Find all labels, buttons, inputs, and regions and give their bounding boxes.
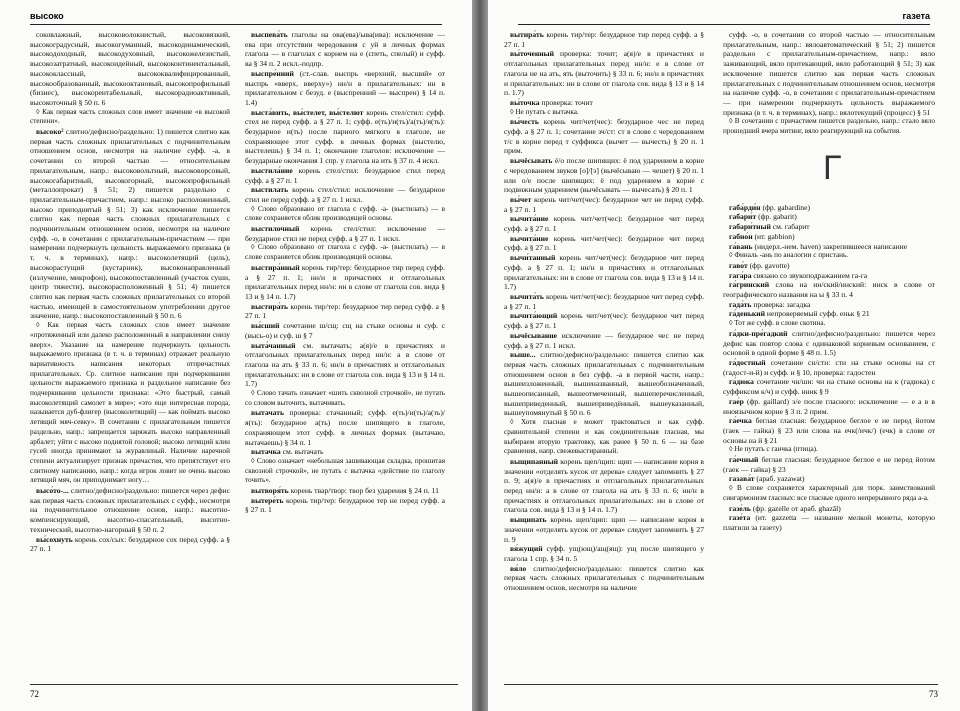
dictionary-entry [245,224,445,243]
entry-headword: выше... [510,350,536,360]
dictionary-entry [504,311,704,330]
dictionary-entry [504,564,704,593]
dictionary-entry [723,212,935,222]
dictionary-entry [245,205,445,224]
entry-text: слитно/дефисно/раздельно: пишется через дефис как повтор слова с одинаковой корневым основанием, с основой в одной форме § 48 п. 1.5) [723,328,935,358]
dictionary-entry [245,447,445,457]
dictionary-entry [504,253,704,292]
dictionary-entry [30,321,230,486]
entry-text: беглая гласная: безударное беглое е не перед йотом (гаек — гайка) § 23 или слова на ечк(/ичк/) (ечк) в слове от основы на й § 21 [723,416,935,445]
dictionary-entry [245,457,445,486]
entry-text: корень чит/чет(чес): безударное чит перед суфф. а § 27 п. 1; нн/н в причастиях и отглагольных прилагательных: нн в слове от глагола сов. вида § 13 и § 14 п. 1.7) [504,253,704,292]
dictionary-entry [504,98,704,108]
dictionary-entry [723,358,935,377]
entry-text: слитно/дефисно/раздельно: пишется через дефис как первая часть сложных прилагательных с суфф., несмотря на подчинительное отношение основ, напр.: высотно-компенсирующий, высотно-спасательный, высотно-технический, высотно-нагорный § 50 п. 2 [30,486,230,534]
entry-text: (фр. gavotte) [747,260,790,270]
entry-headword: вя́жущий [510,544,543,554]
entry-text: слова на ин/ский/инский: инск в слове от географического названия на ы § 33 п. 4 [723,280,935,300]
entry-text: корень стел/стил: исключение — безударное стил не перед суфф. а § 27 п. 1 искл. [245,224,445,243]
entry-text: корень чит/чет(чес): безударное чит перед суфф. а § 27 п. 1 [504,291,704,311]
entry-text: беглая гласная: безударное беглое е не перед йотом (гаек — гайка) § 23 [723,455,935,474]
entry-text: (ст.-слав. выспрь «верхний, высший» от выспрь «вверх, вверху») нн/н в прилагательных: нн в прилагательном с безуд. е (выспренний — выспрен) § 14 п. 1.4) [245,68,445,107]
entry-text: корень тир/тер: безударное тир перед суфф. а § 27 п. 1 [245,301,445,321]
entry-text: проверка: загадка [751,299,811,309]
left-column-2 [245,30,445,670]
entry-headword: выщипать [510,515,547,525]
entry-headword: выстилать [251,185,289,195]
dictionary-entry [245,496,445,515]
dictionary-entry [30,535,230,554]
entry-text: слитно/дефисно/раздельно: 1) пишется слитно как первая часть сложных прилагательных с подчинительным отношением основ, несмотря на наличие суфф. -а, в сочетании со второй частью — относительным прилагательным, напр.: высоковольтный, высоковорсовый, высокогабаритный, высокогорный, высокопрофильный (металлопрокат) § 51; 2) пишется раздельно с прилагательным-причастием, напр.: высоко расположенный, высоко приподнятый § 51; 3) как исключение пишется слитно как первая часть сложных прилагательных с подчинительным отношением основ, несмотря на наличие суфф. -о, в сочетании с прилагательным-причастием — при намерении подчеркнуть цельность выражаемого признака (в т. ч. в терминах), напр.: высоколетящий (цель), высокорастущий (кустарник), высоконаправленный (излучение, микрофон), высокопоставленный (участок суши, центр тяжести), высокорасположенный § 51; 4) пишется слитно как первая часть сложных прилагательных со второй частью, имеющей в самостоятельном употреблении другое значение, напр.: высокопоставленный § 50 п. 6 [30,127,230,321]
entry-headword: габари́тный [729,222,771,232]
entry-headword: гага́ра [729,270,752,280]
entry-headword: выспре́нний [251,68,294,78]
dictionary-entry [723,30,935,117]
entry-headword: вя́ло [510,563,527,573]
dictionary-entry [245,185,445,204]
dictionary-entry [245,69,445,108]
dictionary-entry [245,108,445,166]
entry-headword: гада́ть [729,299,752,309]
entry-text: суфф. ущ(ющ)/ащ(ящ): ущ после шипящего у глагола 1 спр. § 34 п. 5 [504,544,704,563]
dictionary-entry [504,195,704,214]
right-running-header [518,8,930,25]
dictionary-entry [504,214,704,233]
dictionary-entry [723,504,935,514]
entry-text: корень чит/чет(чес): безударное чит перед суфф. а § 27 п. 1 [504,214,704,234]
dictionary-entry [30,127,230,321]
entry-headword: вычита́ть [510,291,544,301]
entry-text: ◊ Финаль -ань по аналогии с пристань. [729,251,849,260]
entry-text: корень тир/тер: безударное тер не перед суфф. а § 27 п. 1 [245,495,445,515]
entry-text: (фр. gaillard) э/е после гласного: исключение — е а в в иноязычном корне § 3 п. 2 прим. [723,396,935,416]
entry-text: корень тир/тер: безударное тир перед суфф. а § 27 п. 1; нн/н в причастиях и отглагольных прилагательных перед нн/н: нн в слове от глагола сов. вида § 13 и § 14 п. 1.7) [245,262,445,301]
entry-text: ◊ Тот же суфф. в слове скотина. [729,319,826,328]
entry-text: корень стел/стил: суфф. стел не перед суфф. а § 27 п. 1; суфф. е(ть)/и(ть)/а(ть)/я(ть): безударное и(ть) после парного мягкого в глаголе, не сохраняющее этот суфф. в личных формах (выстелю, выстелешь) § 34 п. 1; окончание глаголов: исключение — безударные окончания 1 спр. у глагола на ить § 37 п. 4 искл. [245,107,445,166]
dictionary-entry [723,280,935,299]
dictionary-entry [245,486,445,496]
entry-headword: га́достный [729,357,766,367]
left-column-1 [30,30,230,670]
entry-text: корень стел/стил: исключение — безударное стил не перед суфф. а § 27 п. 1 искл. [245,185,445,204]
right-footer-rule [504,684,938,685]
entry-headword: вычита́ние [510,233,549,243]
entry-text: (фр. gazelle от араб. ghazāl) [750,503,841,513]
entry-text: непроверяемый суфф. еньк § 21 [764,309,870,319]
dictionary-entry [723,261,935,271]
entry-text: см. габарит [770,222,810,232]
dictionary-entry [30,486,230,535]
entry-headword: газе́ль [729,503,751,513]
entry-text: исключение — безударное чес не перед суфф. а § 27 п. 1 искл. [504,330,704,350]
right-column-1 [504,30,704,670]
dictionary-entry [723,117,935,136]
entry-text: ◊ Слово означает «небольшая зашивающая складка, прошитая сквозной строчкой», не путать с вытачка «действие по глаголу точить». [245,456,445,485]
dictionary-entry [723,484,935,503]
entry-headword: вычита́ние [510,214,549,224]
left-page [0,0,472,711]
entry-headword: выта́чанный [251,340,296,350]
entry-headword: вытачка [251,447,281,457]
entry-text: ◊ Как первая часть сложных слов имеет значение «протяженный или далеко расположенный в направлении снизу вверх». Указание на намерение подчеркнуть цельность выражаемого признака (в т. ч. в терминах) отражает реальную вариативность написания некоторых отпричастных прилагательных. Ср. слитное написание при подчеркивании цельности выражаемого признака и раздельное написание без подчеркивания цельности признака: «Это быстрый, самый высоколетящий самолет в мире»; «это еще интересная порода, называется дуб-флигер (высоколетящий) — как поймать высоко летящий мяч-севку». В сочетании с прилагательным пишется раздельно, напр.: запрещается заряжать высоко направленный арбалет; уйти с высоко поднятой головой; высоко летящий клин гусей иногда принимают за журавлиный. Наличие наречной степени актуализирует признак причастия, что препятствует его слитному написанию, напр.: когда игрок ловит не очень высоко летящий мяч, он приподнимает ногу… [30,321,230,485]
dictionary-entry [245,263,445,302]
dictionary-entry [245,341,445,390]
entry-text: ◊ Как первая часть сложных слов имеет значение «в высокой степени». [30,107,230,126]
entry-text: (нидерл.-нем. haven) закрепившееся написание [752,241,908,251]
entry-text: (ит. gazzetta — название мелкой монеты, которую платили за газету) [723,513,935,532]
entry-text: корень щеп/щип: щип — написание корня в значении «отделять кусок от дерева» следует запомнить § 27 п. 9; а(я)/е в причастиях и отглагольных прилагательных перед нн/н: а в слове от глагола на ать § 33 п. 6; нн/н в причастиях и отглагольных прилагательных: нн в слове от глагола сов. вида § 13 и § 14 п. 1.7) [504,456,704,515]
entry-text: ◊ Хотя гласная е может трактоваться и как суфф. сравнительной степени и как соединительная гласная, мы выбираем вторую трактовку, как ранее § 50 п. 6 — на базе сравнения, напр. свежевыстиранный. [504,418,704,456]
dictionary-entry [723,242,935,252]
entry-text: (фр. gabardine) [760,202,810,212]
dictionary-entry [723,455,935,474]
entry-headword: выспева́ть [251,30,288,39]
entry-headword: газава́т [729,474,755,484]
section-letter: Г [823,148,842,187]
entry-text: см. вытачать; а(я)/е в причастиях и отглагольных прилагательных перед нн/н: а в слове от глагола на ать § 33 п. 6; нн/н в причастиях и отглагольных прилагательных: нн в слове от глагола сов. вида § 13 и § 14 п. 1.7) [245,340,445,389]
entry-text: корень сох/сых: безударное сох перед суфф. а § 27 п. 1 [30,534,230,554]
entry-text: корень щеп/щип: щип — написание корня в значении «отделять кусок от дерева» следует запомнить § 27 п. 9 [504,515,704,544]
entry-text: ◊ В сочетании с причастием пишется раздельно, напр.: стало вяло прошедший вчера митинг, вяло реагирующий на события. [723,117,935,136]
right-page-number: 73 [929,689,938,699]
entry-headword: га́ечка [729,416,752,426]
dictionary-entry [504,49,704,98]
book-gutter [472,0,488,711]
dictionary-entry [245,243,445,262]
entry-text: сочетание сн/стн: стн на стыке основы на ст (гадост-и-й) и суфф. н § 10, проверка: гадостен [723,357,935,377]
entry-headword: вычёсывать [510,156,553,166]
entry-headword: выста́вить, вы́стелет, вы́стелют [251,107,364,117]
entry-text: (араб. yazawat) [754,474,805,484]
entry-headword: вы́точка [510,97,540,107]
dictionary-entry [504,544,704,563]
entry-headword: высо́то-... [36,486,69,496]
entry-headword: вычи́танный [510,253,556,263]
dictionary-entry [723,445,935,455]
dictionary-entry [723,251,935,261]
entry-headword: гаво́т [729,260,748,270]
entry-headword: вы́точенный [510,49,554,59]
entry-headword: вытворя́ть [251,486,289,496]
left-running-header [30,8,442,25]
right-page [488,0,960,711]
entry-headword: выстилочный [251,224,300,234]
dictionary-entry [504,331,704,350]
dictionary-entry [504,108,704,118]
dictionary-entry [504,117,704,156]
entry-headword: габио́н [729,231,753,241]
dictionary-entry [245,389,445,408]
dictionary-entry [504,350,704,418]
entry-headword: вычита́ющий [510,311,558,321]
dictionary-entry [245,166,445,185]
entry-headword: га́вань [729,241,753,251]
dictionary-entry [723,377,935,396]
entry-text: ◊ Не путать с гаичка (птица). [729,445,818,454]
entry-headword: вытачать [251,408,284,418]
entry-text: сочетание ш/сщ: сщ на стыке основы и суф. с (высь-о) и суф. ш § 7 [245,321,445,340]
entry-headword: габа́рди́н [729,202,761,212]
dictionary-entry [245,408,445,447]
dictionary-entry [504,418,704,457]
right-header-word: газета [902,11,930,21]
entry-text: ◊ Не путать с вытачка. [510,107,579,116]
entry-text: проверка: стачанный; суфф. е(ть)/и(ть)/а(ть)/я(ть): безударное а(ть) после шипящего в глаголе, сохраняющем этот суфф. в личных формах (вытачаю, вытачаешь) § 34 п. 1 [245,408,445,447]
right-column-2 [723,30,935,670]
entry-headword: га́дки-пре́гадкий [729,328,788,338]
entry-text: корень чит/чет(чес): безударное чес не перед суфф. а § 27 п. 1; сочетание зч/ст: ст в слове с чередованием т/с в корне перед т суффикса (вычет — вычесть) § 20 п. 1 прим. [504,117,704,156]
entry-text: связано со звукоподражанием га-га [751,270,868,280]
dictionary-entry [245,30,445,69]
entry-headword: га́дюка [729,377,754,387]
dictionary-entry [245,321,445,340]
dictionary-entry [723,329,935,358]
entry-text: корень чит/чет(чес): безударное чет не перед суфф. а § 27 п. 1 [504,194,704,214]
entry-text: слитно/дефисно/раздельно: пишется слитно как первая часть сложных прилагательных с подчинительным отношением основ, несмотря на наличие [504,563,704,593]
dictionary-entry [723,397,935,416]
dictionary-entry [504,234,704,253]
left-header-word: высоко [30,11,64,21]
entry-headword: выстира́нный [251,262,300,272]
entry-headword: вы́сохнуть [36,534,73,544]
left-footer-rule [30,684,458,685]
dictionary-entry [723,203,935,213]
entry-headword: гае́р [729,396,744,406]
entry-headword: вытира́ть [510,30,544,39]
entry-headword: выщипанный [510,456,559,466]
entry-text: ё/о после шипящих: ё под ударением в корне с чередованием звуков [о]/[э] (вычёсываю — чешет) § 20 п. 1 или о/е после шипящих: ё под ударением в корне с подвижным ударением (вычёсывать — вычесать) § 20 п. 1 [504,156,704,195]
entry-headword: га́ечный [729,455,759,465]
dictionary-entry [504,515,704,544]
entry-headword: габари́т [729,212,757,222]
entry-text: ◊ В слове сохраняется характерный для тюрк. заимствований сингармонизм гласных: все гласные одного непрерывного ряда а-а. [723,484,935,502]
dictionary-entry [504,156,704,195]
entry-text: корень чит/чет(чес): безударное чит перед суфф. а § 27 п. 1 [504,311,704,331]
entry-headword: газе́та [729,513,751,523]
dictionary-entry [30,108,230,127]
entry-text: проверка: точит; а(я)/е в причастиях и отглагольных прилагательных перед нн/н: е в слове от глагола не на ать, ять (выточить) § 33 п. 6; нн/н в причастиях и прилагательных: нн в слове от глагола сов. вида § 13 и § 14 п. 1.7) [504,49,704,98]
left-page-number: 72 [30,689,39,699]
entry-text: (фр. gabarit) [756,212,797,222]
dictionary-entry [723,309,935,319]
entry-headword: га́денький [729,309,765,319]
dictionary-entry [723,513,935,532]
dictionary-entry [504,292,704,311]
entry-text: ◊ Слово образовано от глагола с суфф. -а- (выстилать) — в слове сохраняется облик производящей основы. [245,243,445,262]
entry-headword: выстила́ние [251,165,293,175]
entry-headword: вытере́ть [251,495,284,505]
entry-text: слитно/дефисно/раздельно: пишется слитно как первая часть сложных прилагательных с подчинительным отношением основ в без суфф. -а в первой части, напр.: вышеизложенный, вышеназванный, вышеобозначенный, вышеописанный, вышеотмеченный, вышеперечисленный, вышеприведенный, вышеприведённый, вышеуказанный, вышеупомянутый § 50 п. 6 [504,350,704,418]
entry-headword: вы́чет [510,194,532,204]
entry-headword: высоко² [36,127,64,137]
dictionary-entry [723,300,935,310]
dictionary-entry [723,232,935,242]
dictionary-entry [504,457,704,515]
dictionary-entry [723,319,935,329]
entry-text: ◊ Слово тачать означает «шить сквозной строчкой», не путать со словом выточить, вытачивать. [245,389,445,407]
dictionary-entry [723,416,935,445]
entry-headword: выстира́ть [251,301,289,311]
entry-text: корень стел/стил: безударное стил перед суфф. а § 27 п. 1 [245,165,445,185]
entry-text: глаголы на ова(ева)/ыва(ива): исключение — ева при отсутствии чередования с уй в личных формах глагола — в глаголах с корнем на е (спеть, спелый) и суфф. ва § 34 п. 2 искл.-подпр. [245,30,445,69]
entry-text: см. вытачать [280,447,324,457]
dictionary-entry [723,474,935,484]
dictionary-entry [723,271,935,281]
entry-text: проверка: точит [539,97,593,107]
entry-text: соковлажный, высоковолокнистый, высоковязкий, высокоградусный, высокогуманный, высокодинамический, высокодоходный, высокодуховный, высокожелезистый, высокозатратный, высокоидейный, высококонтинентальный, высококлассный, высококвалифицированный, высокообразованный, высокооктановый, высокопрофильный (бизнес), высокорентабельный, высокорадиоактивный, высокоточный § 50 п. 6 [30,30,230,107]
dictionary-entry [723,222,935,232]
dictionary-entry [30,30,230,108]
entry-text: корень твар/твор: твор без ударения § 24 п. 11 [288,486,439,496]
dictionary-entry [504,30,704,49]
entry-text: суфф. -о, в сочетании со второй частью — относительным прилагательным, напр.: вялоавтоматический § 51; 2) пишется раздельно с прилагательным-причастием, напр.: вяло заживающий, вяло протекающий, вяло работающий § 51; 3) как исключение пишется слитно как первая часть сложных прилагательных с подчинительным отношением основ, несмотря на наличие суфф. -о, в сочетании с прилагательным-причастием — при намерении подчеркнуть цельность выражаемого признака (в т. ч. в терминах), напр.: вялотекущий (процесс) § 51 [723,30,935,117]
entry-headword: вы́честь [510,117,539,127]
entry-headword: вычёсывание [510,330,558,340]
entry-text: (ит. gabbion) [752,231,795,241]
entry-text: сочетание чн/шн: чн на стыке основы на к (гадюка) с суффиксом к/ч) и суфф. нник § 9 [723,377,935,397]
entry-text: корень тир/тер: безударное тир перед суфф. а § 27 п. 1 [504,30,704,49]
entry-text: корень чит/чет(чес): безударное чит перед суфф. а § 27 п. 1 [504,233,704,253]
entry-headword: га́гринский [729,280,770,290]
entry-text: ◊ Слово образовано от глагола с суфф. -а- (выстилать) — в слове сохраняется облик производящей основы. [245,204,445,223]
entry-headword: вы́сший [251,321,280,331]
dictionary-entry [245,302,445,321]
